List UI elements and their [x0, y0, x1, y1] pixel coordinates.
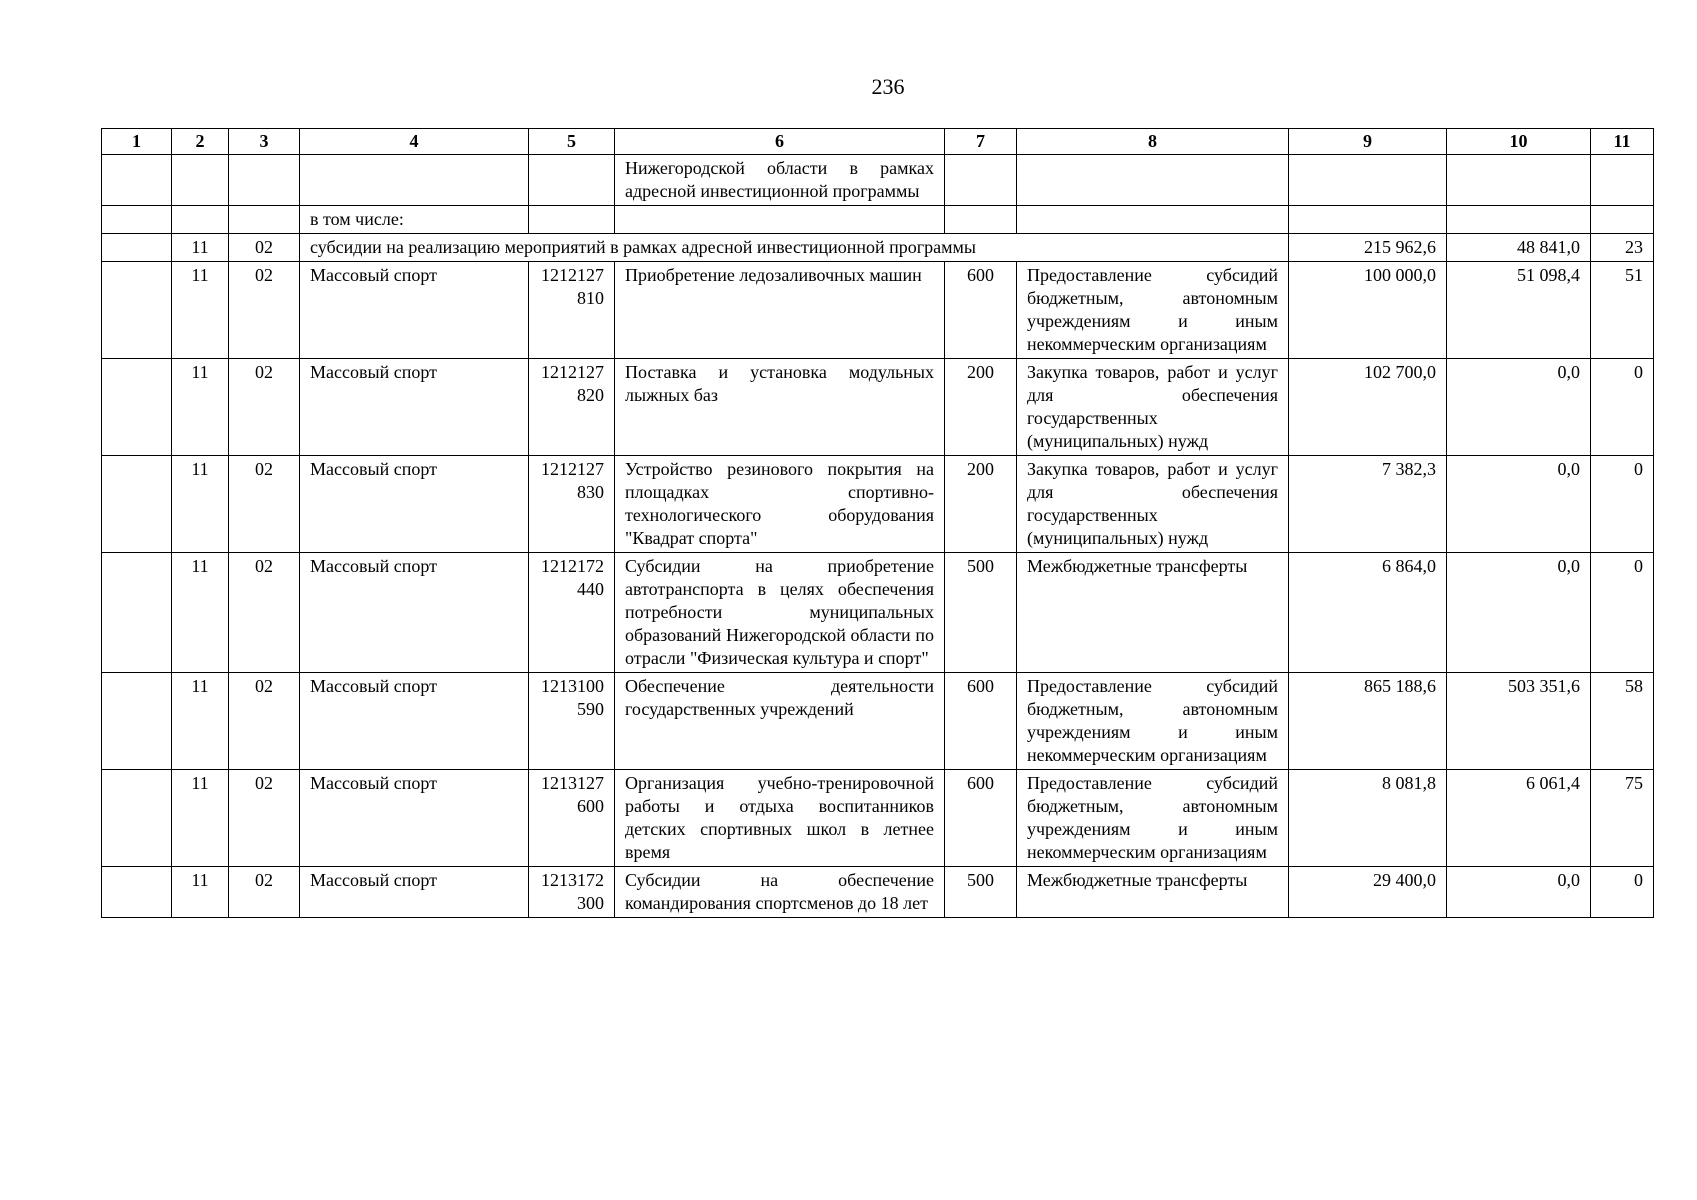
column-header: 2 [172, 129, 229, 155]
page-number: 236 [871, 74, 905, 99]
activity-name: Массовый спорт [300, 553, 529, 673]
subsection-code: 02 [229, 770, 300, 867]
column-header: 1 [102, 129, 172, 155]
planned-amount: 865 188,6 [1289, 673, 1447, 770]
table-row [102, 359, 1654, 456]
empty-cell [102, 456, 172, 553]
activity-name: Массовый спорт [300, 867, 529, 918]
subheader-text: в том числе: [300, 206, 529, 234]
execution-percent: 58 [1591, 673, 1654, 770]
column-header: 7 [945, 129, 1017, 155]
target-article-code: 1213172300 [529, 867, 615, 918]
planned-amount: 102 700,0 [1289, 359, 1447, 456]
column-header: 6 [615, 129, 945, 155]
activity-name: Массовый спорт [300, 770, 529, 867]
empty-cell [102, 867, 172, 918]
section-code: 11 [172, 867, 229, 918]
expense-type-name: Предоставление субсидий бюджетным, автономным учреждениям и иным некоммерческим организациям [1017, 770, 1289, 867]
expense-type-name: Межбюджетные трансферты [1017, 553, 1289, 673]
target-article-code: 1212127820 [529, 359, 615, 456]
measure-description: Субсидии на приобретение автотранспорта в целях обеспечения потребности муниципальных образований Нижегородской области по отрасли "Физическая культура и спорт" [615, 553, 945, 673]
section-code: 11 [172, 359, 229, 456]
expense-type-name: Предоставление субсидий бюджетным, автономным учреждениям и иным некоммерческим организациям [1017, 673, 1289, 770]
table-row [102, 770, 1654, 867]
target-article-code: 1213100590 [529, 673, 615, 770]
measure-description: Организация учебно-тренировочной работы и отдыха воспитанников детских спортивных школ в летнее время [615, 770, 945, 867]
section-code: 11 [172, 770, 229, 867]
section-code: 11 [172, 234, 229, 262]
column-header: 10 [1447, 129, 1591, 155]
executed-amount: 51 098,4 [1447, 262, 1591, 359]
activity-name: Массовый спорт [300, 673, 529, 770]
activity-name: Массовый спорт [300, 456, 529, 553]
column-number-row [102, 129, 1654, 155]
budget-table [101, 128, 1654, 918]
empty-cell [102, 553, 172, 673]
executed-amount: 0,0 [1447, 359, 1591, 456]
execution-percent: 0 [1591, 456, 1654, 553]
executed-amount: 48 841,0 [1447, 234, 1591, 262]
subsection-code: 02 [229, 673, 300, 770]
expense-type-code: 500 [945, 553, 1017, 673]
measure-description: Приобретение ледозаливочных машин [615, 262, 945, 359]
execution-percent: 23 [1591, 234, 1654, 262]
table-row [102, 456, 1654, 553]
planned-amount: 6 864,0 [1289, 553, 1447, 673]
expense-type-name: Межбюджетные трансферты [1017, 867, 1289, 918]
continuation-row [102, 155, 1654, 206]
table-row [102, 262, 1654, 359]
subheader-row [102, 206, 1654, 234]
table-row [102, 553, 1654, 673]
column-header: 4 [300, 129, 529, 155]
measure-description: Субсидии на обеспечение командирования спортсменов до 18 лет [615, 867, 945, 918]
target-article-code: 1213127600 [529, 770, 615, 867]
table-row [102, 673, 1654, 770]
planned-amount: 100 000,0 [1289, 262, 1447, 359]
subtotal-description: субсидии на реализацию мероприятий в рамках адресной инвестиционной программы [300, 234, 1289, 262]
execution-percent: 51 [1591, 262, 1654, 359]
target-article-code: 1212172440 [529, 553, 615, 673]
execution-percent: 0 [1591, 359, 1654, 456]
planned-amount: 29 400,0 [1289, 867, 1447, 918]
expense-type-code: 200 [945, 456, 1017, 553]
execution-percent: 0 [1591, 867, 1654, 918]
target-article-code: 1212127830 [529, 456, 615, 553]
section-code: 11 [172, 262, 229, 359]
target-article-code: 1212127810 [529, 262, 615, 359]
planned-amount: 8 081,8 [1289, 770, 1447, 867]
expense-type-code: 600 [945, 673, 1017, 770]
column-header: 3 [229, 129, 300, 155]
section-code: 11 [172, 553, 229, 673]
empty-cell [102, 359, 172, 456]
subsection-code: 02 [229, 456, 300, 553]
subsection-code: 02 [229, 553, 300, 673]
planned-amount: 215 962,6 [1289, 234, 1447, 262]
activity-name: Массовый спорт [300, 359, 529, 456]
continuation-text: Нижегородской области в рамках адресной инвестиционной программы [615, 155, 945, 206]
column-header: 8 [1017, 129, 1289, 155]
expense-type-name: Предоставление субсидий бюджетным, автономным учреждениям и иным некоммерческим организациям [1017, 262, 1289, 359]
column-header: 11 [1591, 129, 1654, 155]
measure-description: Поставка и установка модульных лыжных баз [615, 359, 945, 456]
subsection-code: 02 [229, 867, 300, 918]
measure-description: Устройство резинового покрытия на площадках спортивно-технологического оборудования "Квадрат спорта" [615, 456, 945, 553]
execution-percent: 75 [1591, 770, 1654, 867]
subtotal-row [102, 234, 1654, 262]
empty-cell [102, 262, 172, 359]
subsection-code: 02 [229, 359, 300, 456]
column-header: 9 [1289, 129, 1447, 155]
expense-type-code: 500 [945, 867, 1017, 918]
expense-type-name: Закупка товаров, работ и услуг для обеспечения государственных (муниципальных) нужд [1017, 359, 1289, 456]
expense-type-code: 600 [945, 770, 1017, 867]
expense-type-code: 200 [945, 359, 1017, 456]
execution-percent: 0 [1591, 553, 1654, 673]
section-code: 11 [172, 673, 229, 770]
measure-description: Обеспечение деятельности государственных учреждений [615, 673, 945, 770]
activity-name: Массовый спорт [300, 262, 529, 359]
column-header: 5 [529, 129, 615, 155]
empty-cell [102, 770, 172, 867]
section-code: 11 [172, 456, 229, 553]
expense-type-name: Закупка товаров, работ и услуг для обеспечения государственных (муниципальных) нужд [1017, 456, 1289, 553]
table-row [102, 867, 1654, 918]
subsection-code: 02 [229, 262, 300, 359]
executed-amount: 0,0 [1447, 867, 1591, 918]
executed-amount: 0,0 [1447, 553, 1591, 673]
executed-amount: 0,0 [1447, 456, 1591, 553]
executed-amount: 6 061,4 [1447, 770, 1591, 867]
subsection-code: 02 [229, 234, 300, 262]
expense-type-code: 600 [945, 262, 1017, 359]
empty-cell [102, 673, 172, 770]
planned-amount: 7 382,3 [1289, 456, 1447, 553]
executed-amount: 503 351,6 [1447, 673, 1591, 770]
